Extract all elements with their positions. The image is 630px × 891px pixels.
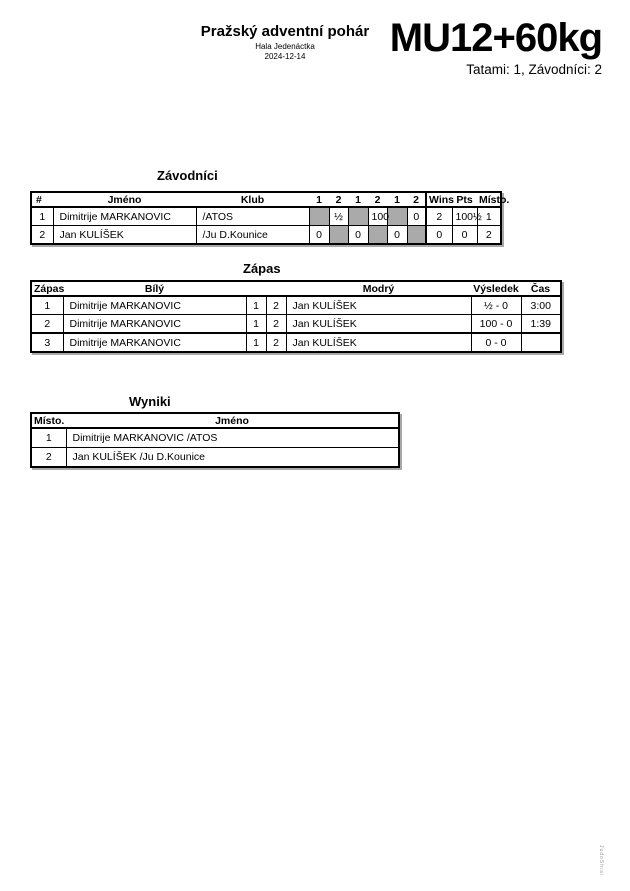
match-number: 3 bbox=[31, 333, 63, 352]
table-row bbox=[31, 333, 561, 352]
blue-name: Jan KULÍŠEK bbox=[286, 333, 471, 352]
col-header-place: Místo. bbox=[479, 193, 510, 206]
col-header-wins: Wins bbox=[426, 192, 452, 207]
col-header-round: 1 bbox=[348, 192, 368, 207]
competitors-section-title: Závodníci bbox=[157, 168, 218, 183]
result-place: 2 bbox=[31, 448, 66, 468]
round-score-cell bbox=[368, 226, 387, 245]
header-left bbox=[150, 22, 420, 62]
col-header-round: 2 bbox=[368, 192, 387, 207]
result-cell: ½ - 0 bbox=[471, 296, 521, 315]
competitor-name: Jan KULÍŠEK bbox=[53, 226, 196, 245]
competitor-club: /Ju D.Kounice bbox=[196, 226, 309, 245]
competitor-row-number: 2 bbox=[31, 226, 53, 245]
col-header-blue: Modrý bbox=[286, 281, 471, 296]
round-score-cell: 0 bbox=[407, 207, 426, 226]
place-cell: 2 bbox=[477, 226, 501, 245]
col-header-round: 1 bbox=[387, 192, 407, 207]
round-score-cell bbox=[387, 207, 407, 226]
pts-cell: 100½ bbox=[452, 207, 477, 226]
matches-header-row bbox=[31, 281, 561, 296]
result-name: Jan KULÍŠEK /Ju D.Kounice bbox=[66, 448, 399, 468]
blue-number: 2 bbox=[266, 315, 286, 334]
competitors-table bbox=[30, 191, 510, 245]
round-score-cell bbox=[329, 226, 348, 245]
table-row bbox=[31, 448, 399, 468]
wins-cell: 2 bbox=[426, 207, 452, 226]
blue-number: 2 bbox=[266, 296, 286, 315]
event-date: 2024-12-14 bbox=[264, 52, 306, 61]
results-header-row bbox=[31, 413, 399, 428]
table-row bbox=[31, 207, 501, 226]
competitor-row-number: 1 bbox=[31, 207, 53, 226]
col-header-result: Výsledek bbox=[471, 281, 521, 296]
tournament-title: Pražský adventní pohár bbox=[200, 23, 370, 40]
round-score-cell: ½ bbox=[329, 207, 348, 226]
result-place: 1 bbox=[31, 428, 66, 448]
col-header-white: Bílý bbox=[63, 281, 246, 296]
col-header-round: 2 bbox=[329, 192, 348, 207]
table-row bbox=[31, 315, 561, 334]
col-header-round: 1 bbox=[309, 192, 329, 207]
white-number: 1 bbox=[246, 296, 266, 315]
col-header-spacer bbox=[266, 281, 286, 296]
col-header-number: # bbox=[31, 192, 53, 207]
blue-name: Jan KULÍŠEK bbox=[286, 296, 471, 315]
round-score-cell: 0 bbox=[387, 226, 407, 245]
competitors-header-row bbox=[31, 192, 501, 207]
round-score-cell bbox=[309, 207, 329, 226]
table-row bbox=[31, 226, 501, 245]
time-cell: 3:00 bbox=[521, 296, 561, 315]
tatami-info: Tatami: 1, Závodníci: 2 bbox=[466, 62, 602, 77]
round-score-cell: 0 bbox=[309, 226, 329, 245]
result-cell: 0 - 0 bbox=[471, 333, 521, 352]
matches-table bbox=[30, 280, 562, 353]
white-name: Dimitrije MARKANOVIC bbox=[63, 315, 246, 334]
match-number: 1 bbox=[31, 296, 63, 315]
col-header-time: Čas bbox=[521, 281, 561, 296]
matches-section-title: Zápas bbox=[243, 261, 281, 276]
col-header-round: 2 bbox=[407, 192, 426, 207]
white-number: 1 bbox=[246, 333, 266, 352]
blue-name: Jan KULÍŠEK bbox=[286, 315, 471, 334]
header-right bbox=[390, 16, 602, 77]
time-cell: 1:39 bbox=[521, 315, 561, 334]
table-row bbox=[31, 428, 399, 448]
col-header-match: Zápas bbox=[31, 281, 63, 296]
col-header-place: Místo. bbox=[31, 413, 66, 428]
result-cell: 100 - 0 bbox=[471, 315, 521, 334]
place-cell: 1 bbox=[477, 207, 501, 226]
match-number: 2 bbox=[31, 315, 63, 334]
watermark: JudoShiai bbox=[598, 845, 604, 876]
result-name: Dimitrije MARKANOVIC /ATOS bbox=[66, 428, 399, 448]
white-name: Dimitrije MARKANOVIC bbox=[63, 296, 246, 315]
blue-number: 2 bbox=[266, 333, 286, 352]
wins-cell: 0 bbox=[426, 226, 452, 245]
col-header-club: Klub bbox=[196, 192, 309, 207]
round-score-cell bbox=[348, 207, 368, 226]
col-header-pts: Pts bbox=[452, 192, 477, 207]
table-row bbox=[31, 296, 561, 315]
competitor-club: /ATOS bbox=[196, 207, 309, 226]
category-title: MU12+60kg bbox=[389, 16, 602, 60]
white-name: Dimitrije MARKANOVIC bbox=[63, 333, 246, 352]
results-table bbox=[30, 412, 400, 468]
time-cell bbox=[521, 333, 561, 352]
round-score-cell bbox=[407, 226, 426, 245]
col-header-name: Jméno bbox=[53, 192, 196, 207]
round-score-cell: 100 bbox=[368, 207, 387, 226]
col-header-spacer bbox=[246, 281, 266, 296]
round-score-cell: 0 bbox=[348, 226, 368, 245]
pts-cell: 0 bbox=[452, 226, 477, 245]
col-header-name: Jméno bbox=[66, 413, 399, 428]
competitor-name: Dimitrije MARKANOVIC bbox=[53, 207, 196, 226]
venue-name: Hala Jedenáctka bbox=[255, 42, 315, 51]
results-section-title: Wyniki bbox=[129, 394, 171, 409]
white-number: 1 bbox=[246, 315, 266, 334]
